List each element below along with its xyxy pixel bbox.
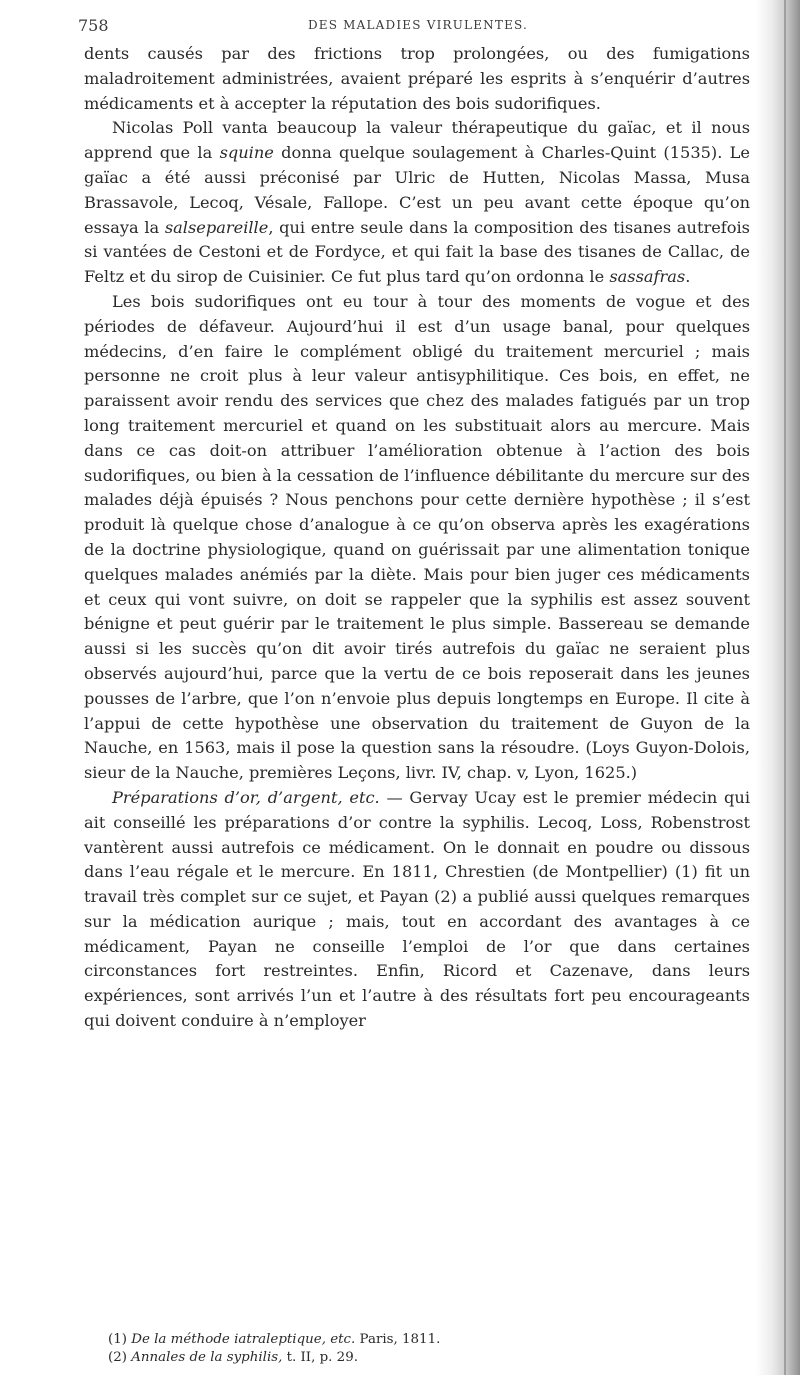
footnote-2-title: Annales de la syphilis, bbox=[131, 1350, 283, 1365]
footnote-1 bbox=[108, 1331, 748, 1349]
paragraph-1: dents causés par des frictions trop prolongées, ou des fumigations maladroitement administrées, avaient préparé les esprits à s’enquérir d’autres médicaments et à accepter la réputation des bois sudorifiques. bbox=[84, 44, 750, 113]
footnote-1-title: De la méthode iatraleptique, etc. bbox=[131, 1332, 356, 1347]
footnote-2 bbox=[108, 1349, 748, 1367]
paragraph-4 bbox=[84, 786, 750, 1034]
binding-line bbox=[784, 0, 786, 1375]
paragraph-2-part-d: . bbox=[685, 267, 691, 287]
paragraph-2-part-b: donna quelque soulagement à Charles-Quint (1535). Le gaïac a été aussi préconisé par Ulric de Hutten, Nicolas Massa, Musa Brassavole, Lecoq, Vésale, Fallope. C’est un peu avant cette époque qu’on essaya la bbox=[84, 143, 750, 237]
footnote-2-mark: (2) bbox=[108, 1350, 132, 1365]
page-edge-shadow bbox=[756, 0, 800, 1375]
footnotes bbox=[108, 1331, 748, 1367]
paragraph-3: Les bois sudorifiques ont eu tour à tour des moments de vogue et des périodes de défaveur. Aujourd’hui il est d’un usage banal, pour quelques médecins, d’en faire le complément obligé du traitement mercuriel ; mais personne ne croit plus à leur valeur antisyphilitique. Ces bois, en effet, ne paraissent avoir rendu des services que chez des malades fatigués par un trop long traitement mercuriel et quand on les substituait alors au mercure. Mais dans ce cas doit-on attribuer l’amélioration obtenue à l’action des bois sudorifiques, ou bien à la cessation de l’influence débilitante du mercure sur des malades déjà épuisés ? Nous penchons pour cette dernière hypothèse ; il s’est produit là quelque chose d’analogue à ce qu’on observa après les exagérations de la doctrine physiologique, quand on guérissait par une alimentation tonique quelques malades anémiés par la diète. Mais pour bien juger ces médicaments et ceux qui vont suivre, on doit se rappeler que la syphilis est assez souvent bénigne et peut guérir par le traitement le plus simple. Bassereau se demande aussi si les succès qu’on dit avoir tirés autrefois du gaïac ne seraient plus observés aujourd’hui, parce que la vertu de ce bois reposerait dans les jeunes pousses de l’arbre, que l’on n’envoie plus depuis longtemps en Europe. Il cite à l’appui de cette hypothèse une observation du traitement de Guyon de la Nauche, en 1563, mais il pose la question sans la résoudre. (Loys Guyon-Dolois, sieur de la Nauche, premières Leçons, livr. IV, chap. v, Lyon, 1625.) bbox=[84, 291, 750, 783]
running-title: DES MALADIES VIRULENTES. bbox=[307, 18, 529, 32]
page-number: 758 bbox=[78, 16, 109, 35]
footnote-1-rest: Paris, 1811. bbox=[355, 1332, 441, 1347]
paragraph-4-text: — Gervay Ucay est le premier médecin qui ait conseillé les préparations d’or contre la syphilis. Lecoq, Loss, Robenstrost vantèrent aussi autrefois ce médicament. On le donnait en poudre ou dissous dans l’eau régale et le mercure. En 1811, Chrestien (de Montpellier) (1) fit un travail très complet sur ce sujet, et Payan (2) a publié aussi quelques remarques sur la médication aurique ; mais, tout en accordant des avantages à ce médicament, Payan ne conseille l’emploi de l’or que dans certaines circonstances fort restreintes. Enfin, Ricord et Cazenave, dans leurs expériences, sont arrivés l’un et l’autre à des résultats fort peu encourageants qui doivent conduire à n’employer bbox=[84, 787, 750, 1031]
body-text bbox=[84, 42, 750, 1034]
paragraph-2-part-c: , qui entre seule dans la composition des tisanes autrefois si vantées de Cestoni et de Fordyce, et qui fait la base des tisanes de Callac, de Feltz et du sirop de Cuisinier. Ce fut plus tard qu’on ordonna le bbox=[84, 217, 750, 287]
footnote-2-rest: t. II, p. 29. bbox=[282, 1350, 358, 1365]
page-header bbox=[78, 14, 758, 40]
section-heading-gold-silver: Préparations d’or, d’argent, etc. bbox=[112, 787, 380, 807]
term-squine: squine bbox=[219, 143, 274, 163]
footnote-1-mark: (1) bbox=[108, 1332, 132, 1347]
term-salsepareille: salsepareille bbox=[164, 217, 269, 237]
term-sassafras: sassafras bbox=[609, 267, 686, 287]
paragraph-2 bbox=[84, 116, 750, 290]
paragraph-2-part-a: Nicolas Poll vanta beaucoup la valeur thérapeutique du gaïac, et il nous apprend que la bbox=[84, 118, 750, 163]
